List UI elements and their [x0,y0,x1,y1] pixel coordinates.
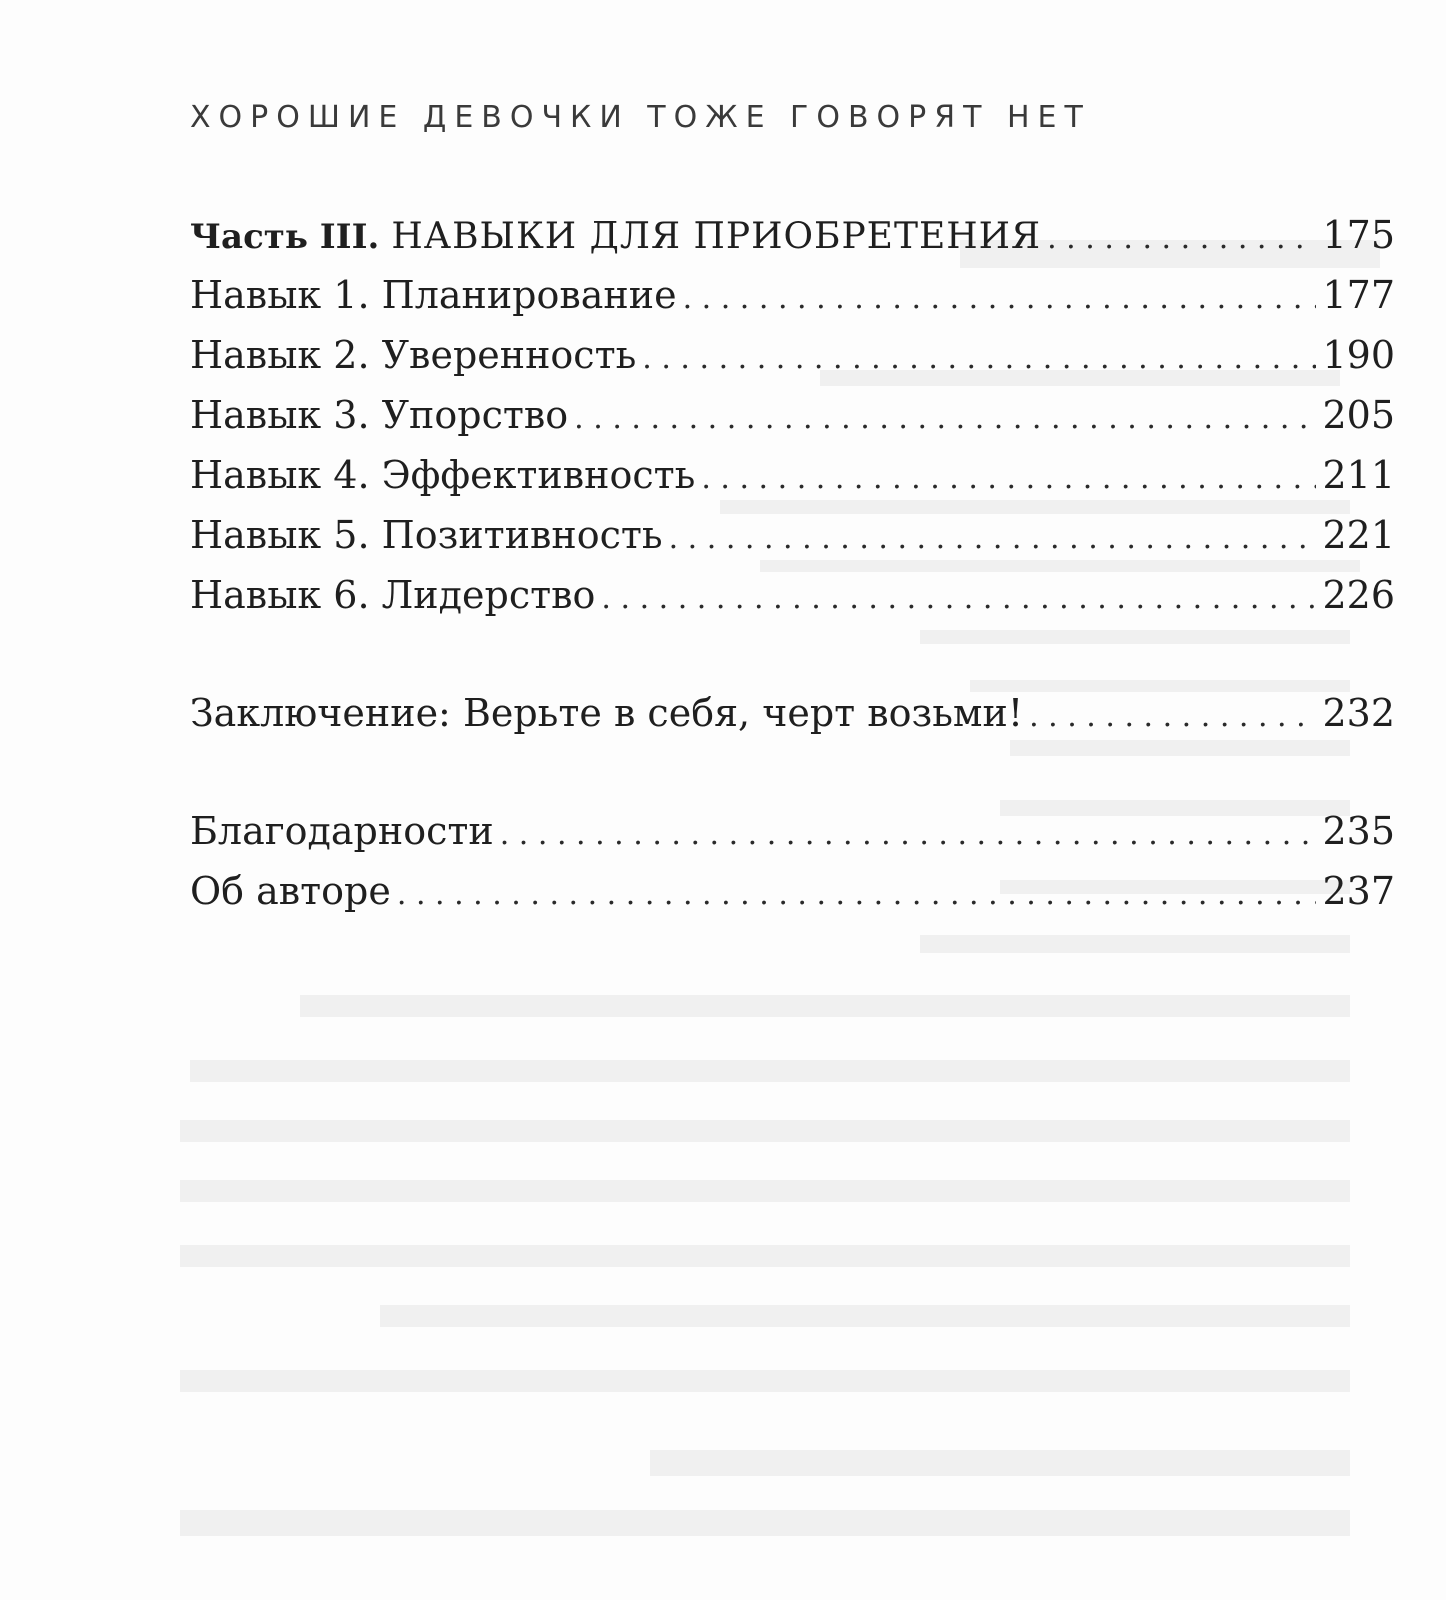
dot-leader [701,445,1316,509]
toc-page-number: 175 [1322,213,1395,257]
part-prefix: Часть III. [190,217,380,257]
dot-leader [642,325,1316,389]
dot-leader [500,801,1317,865]
toc-entry-skill-1[interactable] [190,265,1395,325]
toc-page-number: 235 [1322,809,1395,853]
toc-page-number: 205 [1322,393,1395,437]
running-head: ХОРОШИЕ ДЕВОЧКИ ТОЖЕ ГОВОРЯТ НЕТ [190,100,1091,135]
toc-entry-skill-2[interactable] [190,325,1395,385]
dot-leader [683,265,1317,329]
toc-entry-skill-5[interactable] [190,505,1395,565]
toc-page-number: 226 [1322,573,1395,617]
dot-leader [669,505,1317,569]
toc-page-number: 190 [1322,333,1395,377]
toc-entry-skill-4[interactable] [190,445,1395,505]
toc-page-number: 177 [1322,273,1395,317]
toc-entry-title: Заключение: Верьте в себя, черт возьми! [190,691,1024,735]
spacer [190,743,1395,801]
toc-entry-skill-3[interactable] [190,385,1395,445]
toc-page-number: 221 [1322,513,1395,557]
dot-leader [397,861,1317,925]
toc-entry-title: Об авторе [190,869,391,913]
toc-entry-conclusion[interactable] [190,683,1395,743]
dot-leader [1047,205,1316,269]
toc-page-number: 232 [1322,691,1395,735]
toc-entry-title [190,205,1041,267]
toc-entry-title: Навык 5. Позитивность [190,513,663,557]
toc-entry-acknowledgments[interactable] [190,801,1395,861]
toc-entry-title: Навык 6. Лидерство [190,573,596,617]
dot-leader [1029,683,1316,747]
toc-page-number: 237 [1322,869,1395,913]
toc-entry-part-3[interactable] [190,205,1395,265]
dot-leader [601,565,1316,629]
toc-entry-title: Навык 4. Эффективность [190,453,696,497]
dot-leader [574,385,1316,449]
toc-entry-title: Навык 3. Упорство [190,393,569,437]
spacer [190,625,1395,683]
table-of-contents [190,205,1395,921]
toc-entry-title: Навык 1. Планирование [190,273,677,317]
toc-entry-skill-6[interactable] [190,565,1395,625]
toc-entry-title: Благодарности [190,809,494,853]
toc-entry-title: Навык 2. Уверенность [190,333,637,377]
toc-entry-about-author[interactable] [190,861,1395,921]
part-title: НАВЫКИ ДЛЯ ПРИОБРЕТЕНИЯ [391,216,1042,257]
toc-page-number: 211 [1322,453,1395,497]
